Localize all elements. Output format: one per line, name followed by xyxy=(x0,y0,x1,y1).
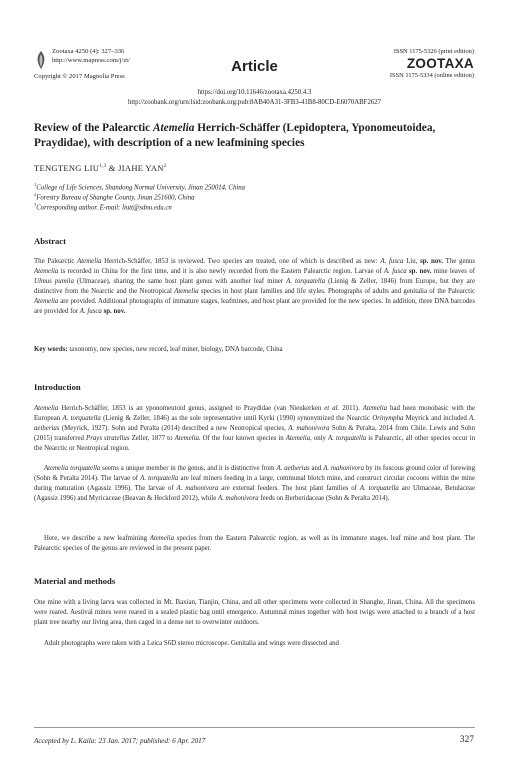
issn-block xyxy=(390,47,474,80)
abstract-heading: Abstract xyxy=(34,236,66,246)
introduction-paragraph-3: Here, we describe a new leafmining Atemelia species from the Eastern Palearctic region, as well as its immature stages, leaf mine and host plant. The Palearctic species of the genus are reviewed in the present paper. xyxy=(34,535,476,553)
page-number: 327 xyxy=(459,735,474,745)
introduction-paragraph-1: Atemelia Herrich-Schäffer, 1853 is an yponomeutoid genus, assigned to Praydidae (van Nieukerken et al. 2011). Atemelia had been monobasic with the European A. torquatella (Lienig & Zeller, 1846) as the sole representative until Kyrki (1990) synonymized the Nearctic Orinympha Meyrick and included A. aetherias (Meyrick, 1927). Sohn and Peralta (2014) described a new Neotropical species, A. mahonivora Sohn & Peralta, 2014 from Chile. Lewis and Sohn (2015) transferred Prays stratellus Zeller, 1877 to Atemelia. Of the four known species in Atemelia, only A. torquatella is Palearctic, all other species occur in the Nearctic or Neotropical region. xyxy=(34,405,476,453)
article-title: Review of the Palearctic Atemelia Herrich-Schäffer (Lepidoptera, Yponomeutoidea, Praydidae), with description of a new leafmining species xyxy=(34,122,436,149)
journal-url[interactable]: http://www.mapress.com/j/zt/ xyxy=(52,57,130,64)
authors: TENGTENG LIU$^{1,3}$ & JIAHE YAN$^2$ xyxy=(34,163,167,173)
keywords-label: Key words: xyxy=(34,346,68,353)
affiliation-1: $^1$College of Life Sciences, Shandong Normal University, Jinan 250014, China xyxy=(34,182,246,192)
affiliation-3: $^3$Corresponding author. E-mail: liutt@sdnu.edu.cn xyxy=(34,202,172,212)
affiliation-2: $^2$Forestry Bureau of Shanghe County, Jinan 251600, China xyxy=(34,192,195,202)
methods-paragraph-1: One mine with a living larva was collected in Mt. Baxian, Tianjin, China, and all other specimens were collected in Shanghe, Jinan, China. All the specimens were reared. Aestival mines were reared in a sealed plastic bag until emergence. Autumnal mines together with host twigs were attached to a branch of a host plant tree nearby our living area, then caged in a dense net to overwinter outdoors. xyxy=(34,599,475,627)
zootaxa-brand: ZOOTAXA xyxy=(406,56,474,71)
footer-divider xyxy=(34,727,475,728)
issn-online: ISSN 1175-5334 (online edition) xyxy=(389,72,474,79)
article-label: Article xyxy=(231,58,278,75)
introduction-heading: Introduction xyxy=(34,382,81,392)
acceptance-note: Accepted by L. Kaila: 23 Jan. 2017; published: 6 Apr. 2017 xyxy=(34,737,206,745)
journal-ref: Zootaxa 4250 (4): 327–336 xyxy=(52,48,125,55)
abstract-text: The Palearctic Atemelia Herrich-Schäffer, 1853 is reviewed. Two species are treated, one of which is described as new: A. fusca Liu, sp. nov. The genus Atemelia is recorded in China for the first time, and it is also newly recorded from the Eastern Palearctic region. Larvae of A. fusca sp. nov. mine leaves of Ulmus pumila (Ulmaceae), sharing the same host plant genus with another leaf miner A. torquatella (Lienig & Zeller, 1846) from Europe, but they are distinctive from the Nearctic and the Neotropical Atemelia species in host plant families and life styles. Photographs of adults and genitalia of the Palearctic Atemelia are provided. Additional photographs of immature stages, leafmines, and host plant are provided for the new species. In addition, three DNA barcodes are provided for A. fusca sp. nov. xyxy=(34,258,476,316)
copyright: Copyright © 2017 Magnolia Press xyxy=(34,73,125,80)
keywords-text: taxonomy, new species, new record, leaf miner, biology, DNA barcode, China xyxy=(69,346,283,353)
methods-paragraph-2: Adult photographs were taken with a Leica S6D stereo microscope. Genitalia and wings were dissected and xyxy=(44,640,339,647)
methods-heading: Material and methods xyxy=(34,576,116,586)
doi-link[interactable]: https://doi.org/10.11646/zootaxa.4250.4.3 xyxy=(197,89,312,96)
issn-print: ISSN 1175-5326 (print edition) xyxy=(393,48,474,55)
introduction-paragraph-2: Atemelia torquatella seems a unique member in the genus, and it is distinctive from A. aetherias and A. mahonivora by its fuscous ground color of forewing (Sohn & Peralta 2014). The larvae of A. torquatella are leaf miners feeding in a large, communal blotch mine, and construct circular cocoons within the mine during maturation (Agassiz 1996). The larvae of A. mahonivora are external feeders. The host plant families of A. torquatella are Ulmaceae, Betulaceae (Agassiz 1996) and Myricaceae (Beavan & Heckford 2012), while A. mahonivora feeds on Berberidaceae (Sohn & Peralta 2014). xyxy=(34,465,476,503)
keywords xyxy=(34,345,475,355)
zoobank-link[interactable]: http://zoobank.org/urn:lsid:zoobank.org:pub:8AB40A31-3FB3-41B8-80CD-E6070ABF2627 xyxy=(127,99,382,106)
